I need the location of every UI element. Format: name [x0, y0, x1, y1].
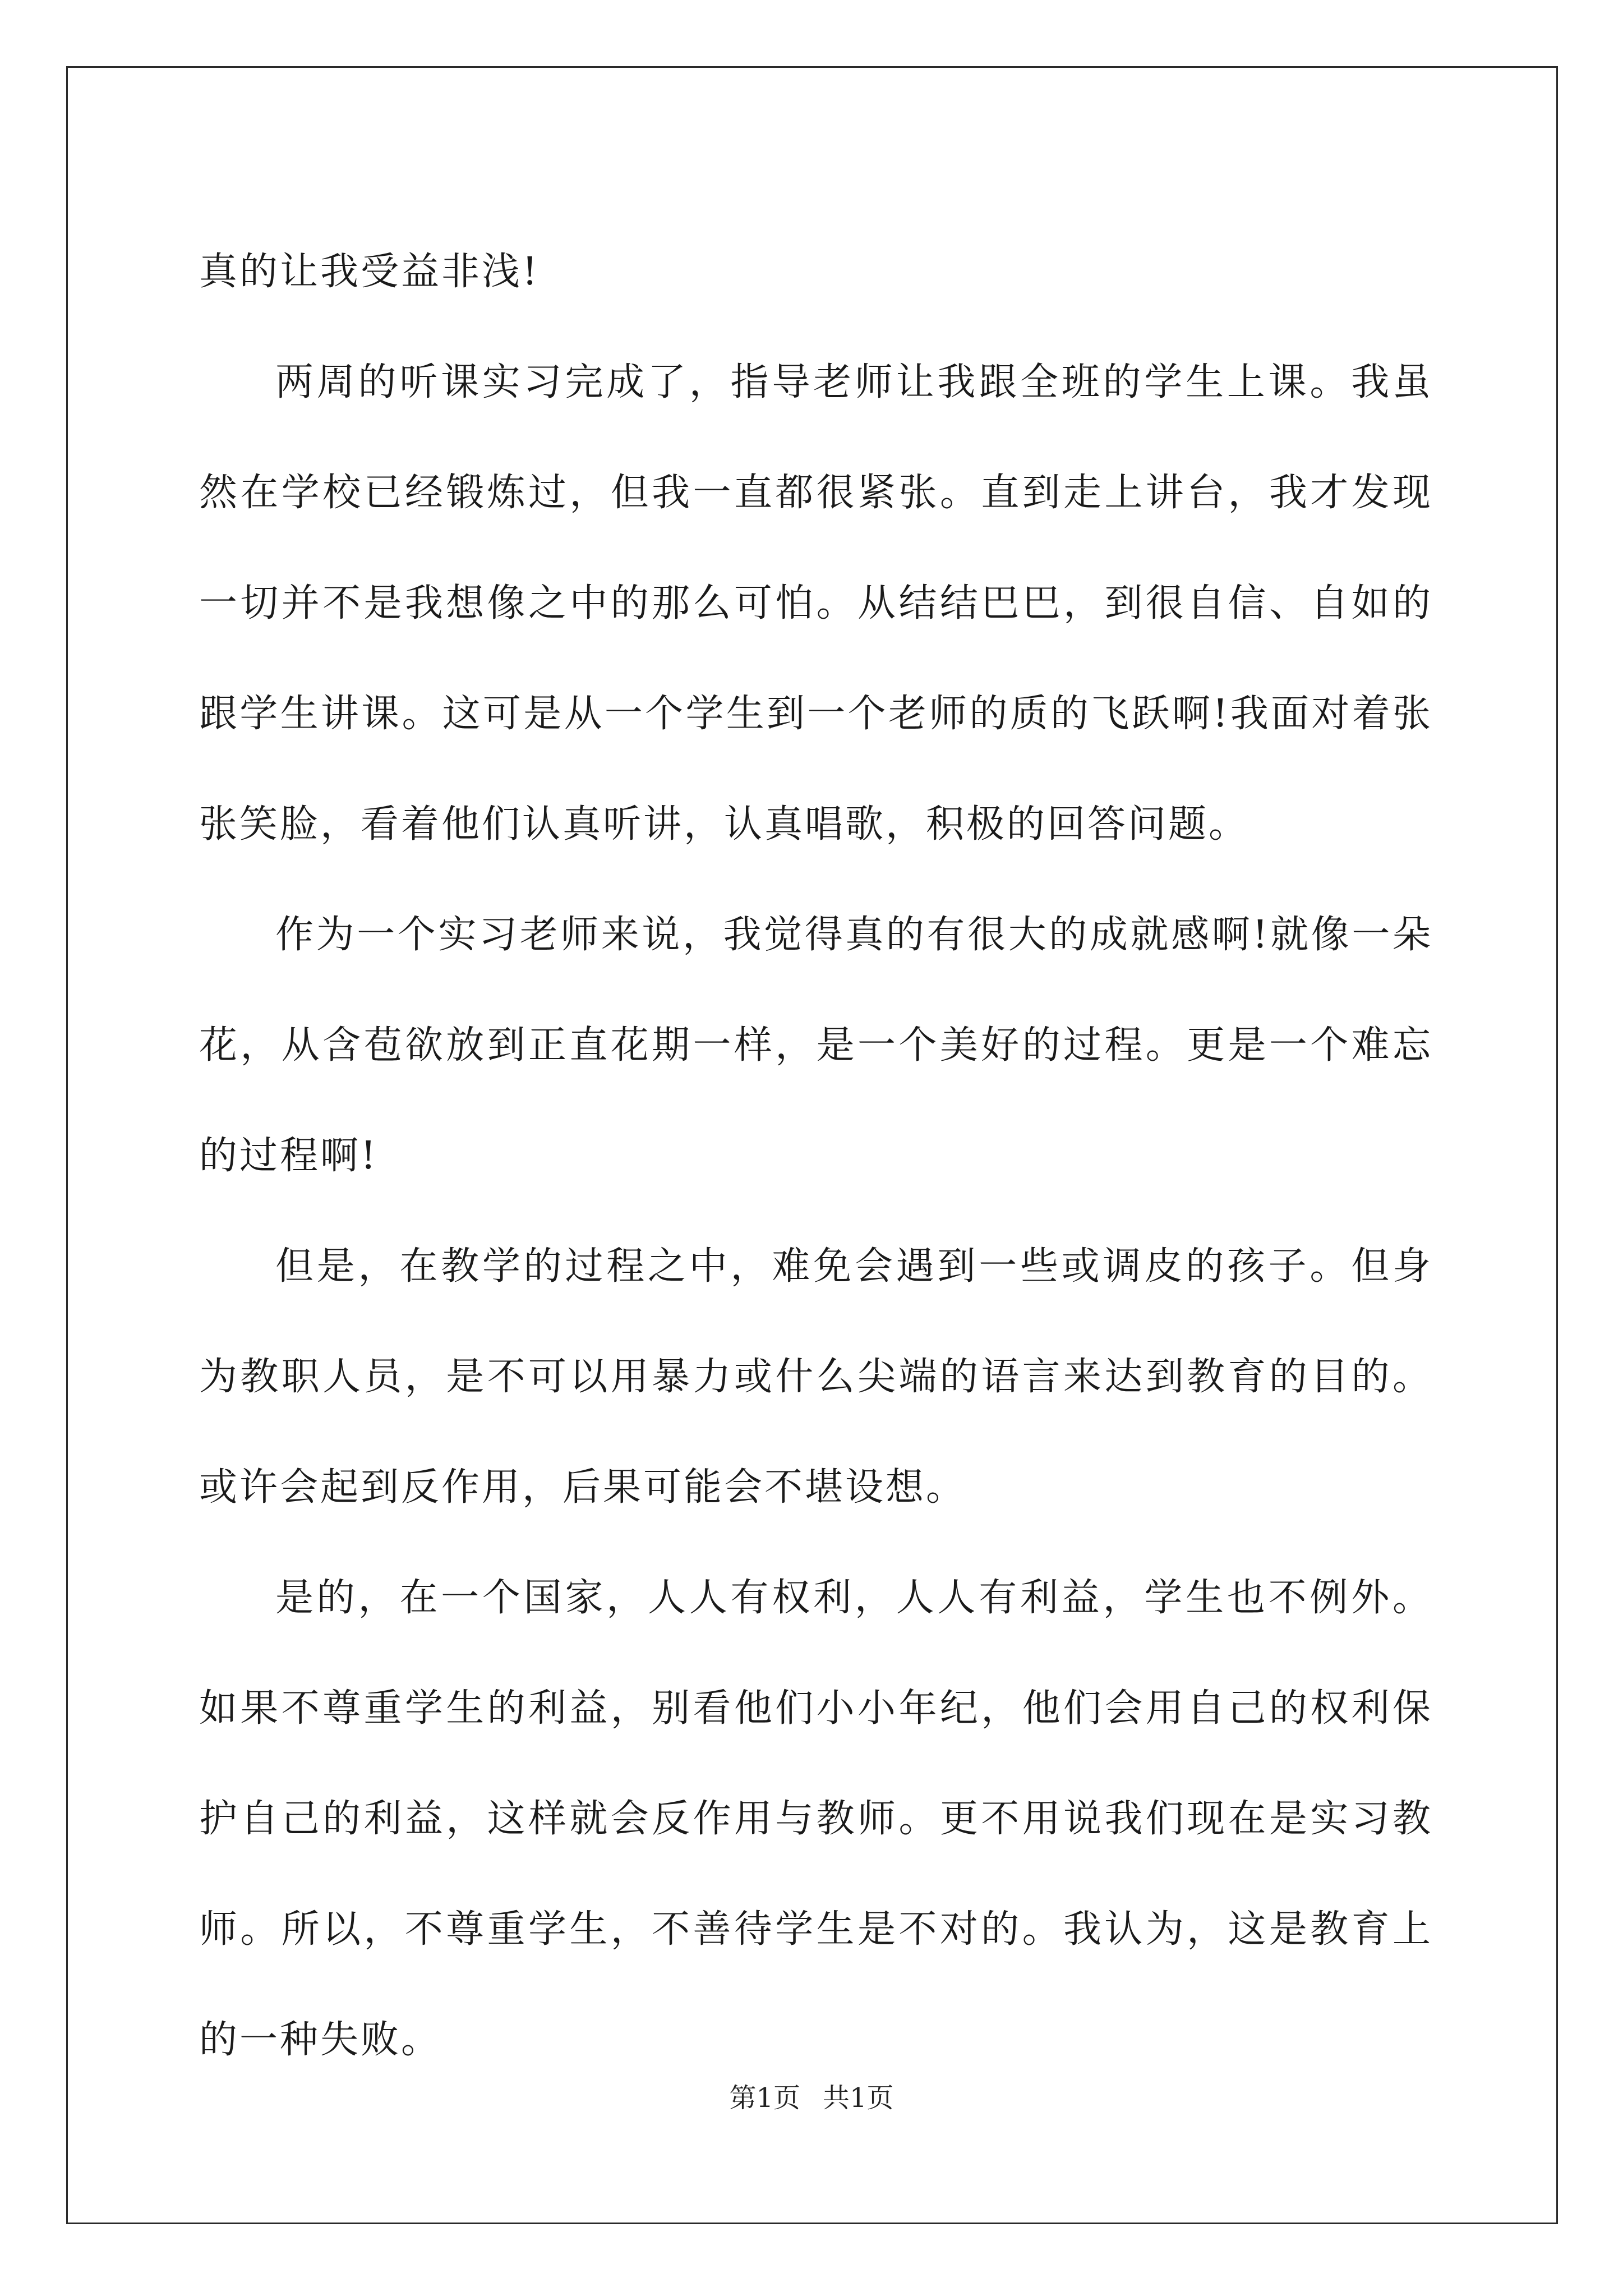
- paragraph: 两周的听课实习完成了，指导老师让我跟全班的学生上课。我虽然在学校已经锻炼过，但我一直都很紧张。直到走上讲台，我才发现一切并不是我想像之中的那么可怕。从结结巴巴，到很自信、自如的跟学生讲课。这可是从一个学生到一个老师的质的飞跃啊!我面对着张张笑脸，看着他们认真听讲，认真唱歌，积极的回答问题。: [199, 360, 1433, 846]
- paragraph: 是的，在一个国家，人人有权利，人人有利益，学生也不例外。如果不尊重学生的利益，别看他们小小年纪，他们会用自己的权利保护自己的利益，这样就会反作用与教师。更不用说我们现在是实习教师。所以，不尊重学生，不善待学生是不对的。我认为，这是教育上的一种失败。: [199, 1576, 1433, 2062]
- lead-line: 真的让我受益非浅!: [199, 250, 540, 294]
- document-body: [199, 217, 1433, 2095]
- page-footer: [0, 2081, 1623, 2115]
- page-number: 第1页: [729, 2082, 800, 2114]
- paragraph: 作为一个实习老师来说，我觉得真的有很大的成就感啊!就像一朵花，从含苞欲放到正直花期一样，是一个美好的过程。更是一个难忘的过程啊!: [199, 913, 1433, 1178]
- page-total: 共1页: [823, 2082, 894, 2114]
- paragraph: 但是，在教学的过程之中，难免会遇到一些或调皮的孩子。但身为教职人员，是不可以用暴力或什么尖端的语言来达到教育的目的。或许会起到反作用，后果可能会不堪设想。: [199, 1244, 1433, 1510]
